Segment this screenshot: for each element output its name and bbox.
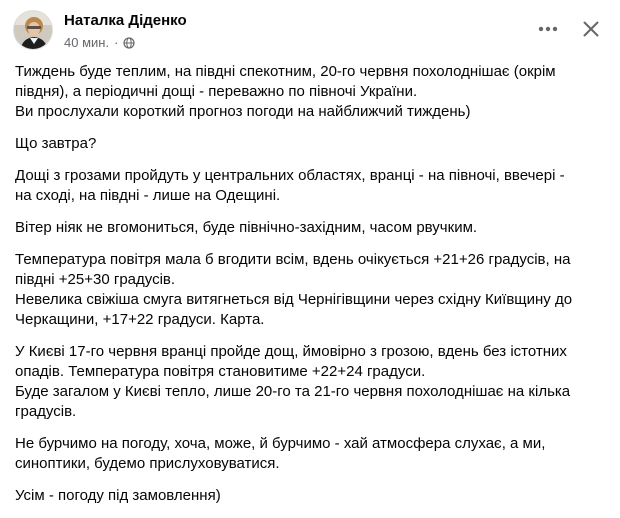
close-button[interactable] xyxy=(576,14,606,44)
post-paragraph xyxy=(15,218,611,238)
post-timestamp[interactable]: 40 мин. xyxy=(64,35,110,50)
post-paragraph xyxy=(15,434,611,474)
author-avatar[interactable] xyxy=(13,10,53,50)
text-line: Вітер ніяк не вгомониться, буде північно-західним, часом рвучким. xyxy=(15,219,478,236)
post-header xyxy=(0,0,620,58)
post-paragraph xyxy=(15,342,611,422)
post-paragraph xyxy=(15,62,611,122)
more-horizontal-icon xyxy=(538,26,558,32)
more-options-button[interactable] xyxy=(533,14,563,44)
text-line: градусів. xyxy=(15,403,77,420)
text-line: опадів. Температура повітря становитиме +22+24 градуси. xyxy=(15,363,426,380)
text-line: Тиждень буде теплим, на півдні спекотним, 20-го червня похолоднішає (окрім xyxy=(15,63,556,80)
close-icon xyxy=(583,21,599,37)
text-line: півдні +25+30 градусів. xyxy=(15,271,176,288)
avatar-photo-icon xyxy=(14,11,53,50)
post-paragraph xyxy=(15,250,611,330)
text-line: Не бурчимо на погоду, хоча, може, й бурчимо - хай атмосфера слухає, а ми, xyxy=(15,435,546,452)
post-meta xyxy=(64,35,135,50)
post-paragraph xyxy=(15,486,611,506)
text-line: Черкащини, +17+22 градуси. Карта. xyxy=(15,311,265,328)
text-line: на сході, на півдні - лише на Одещині. xyxy=(15,187,281,204)
text-line: Буде загалом у Києві тепло, лише 20-го та 21-го червня похолоднішає на кілька xyxy=(15,383,571,400)
text-line: Що завтра? xyxy=(15,135,97,152)
text-line: У Києві 17-го червня вранці пройде дощ, ймовірно з грозою, вдень без істотних xyxy=(15,343,567,360)
text-line: Ви прослухали короткий прогноз погоди на найближчий тиждень) xyxy=(15,103,471,120)
text-line: Усім - погоду під замовлення) xyxy=(15,487,221,504)
post-paragraph xyxy=(15,134,611,154)
meta-separator: · xyxy=(114,35,119,50)
text-line: Температура повітря мала б вгодити всім, вдень очікується +21+26 градусів, на xyxy=(15,251,571,268)
post-paragraph xyxy=(15,166,611,206)
globe-icon xyxy=(123,37,135,49)
text-line: Дощі з грозами пройдуть у центральних областях, вранці - на півночі, ввечері - xyxy=(15,167,565,184)
post-body xyxy=(15,62,611,518)
text-line: Невелика свіжіша смуга витягнеться від Чернігівщини через східну Київщину до xyxy=(15,291,573,308)
text-line: півдня), а періодичні дощі - переважно по півночі України. xyxy=(15,83,418,100)
author-name[interactable]: Наталка Діденко xyxy=(64,12,187,29)
text-line: синоптики, будемо прислуховуватися. xyxy=(15,455,280,472)
